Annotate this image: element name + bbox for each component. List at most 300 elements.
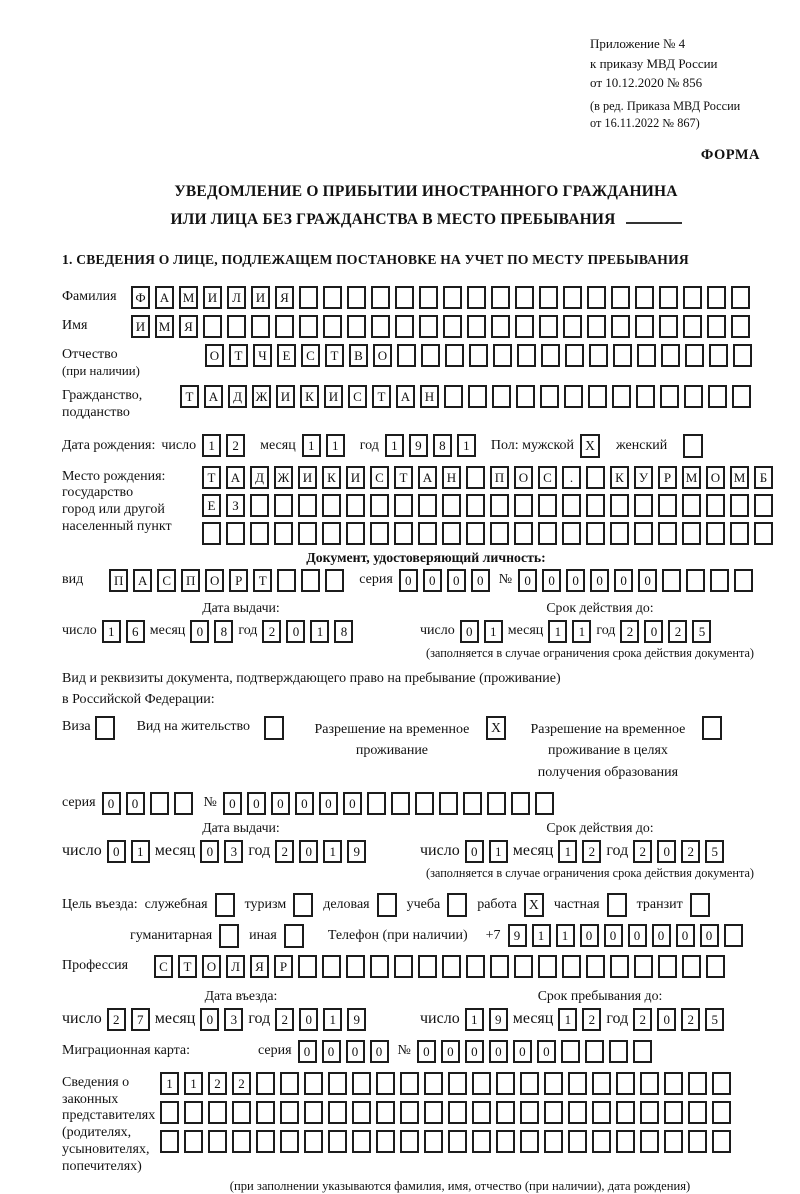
char-cell[interactable] — [443, 286, 462, 309]
char-cell[interactable]: С — [370, 466, 389, 489]
char-cell[interactable]: 0 — [628, 924, 647, 947]
char-cell[interactable]: 9 — [508, 924, 527, 947]
visa-checkbox[interactable] — [95, 716, 115, 740]
char-cell[interactable]: 0 — [513, 1040, 532, 1063]
char-cell[interactable]: С — [154, 955, 173, 978]
char-cell[interactable] — [443, 315, 462, 338]
char-cell[interactable]: О — [373, 344, 392, 367]
char-cell[interactable] — [491, 315, 510, 338]
char-cell[interactable] — [490, 494, 509, 517]
char-cell[interactable] — [467, 315, 486, 338]
char-cell[interactable] — [609, 1040, 628, 1063]
char-cell[interactable] — [347, 286, 366, 309]
char-cell[interactable] — [712, 1101, 731, 1124]
char-cell[interactable]: О — [514, 466, 533, 489]
char-cell[interactable]: 0 — [614, 569, 633, 592]
char-cell[interactable]: 0 — [322, 1040, 341, 1063]
char-cell[interactable] — [301, 569, 320, 592]
char-cell[interactable]: Д — [250, 466, 269, 489]
char-cell[interactable]: 1 — [102, 620, 121, 643]
char-cell[interactable]: 0 — [190, 620, 209, 643]
char-cell[interactable] — [562, 494, 581, 517]
char-cell[interactable]: И — [298, 466, 317, 489]
char-cell[interactable] — [683, 315, 702, 338]
char-cell[interactable] — [706, 522, 725, 545]
char-cell[interactable] — [544, 1101, 563, 1124]
char-cell[interactable] — [707, 286, 726, 309]
char-cell[interactable]: 1 — [323, 1008, 342, 1031]
char-cell[interactable]: 2 — [226, 434, 245, 457]
char-cell[interactable] — [544, 1130, 563, 1153]
char-cell[interactable] — [421, 344, 440, 367]
char-cell[interactable] — [394, 494, 413, 517]
char-cell[interactable]: Т — [202, 466, 221, 489]
char-cell[interactable] — [424, 1101, 443, 1124]
char-cell[interactable] — [346, 955, 365, 978]
char-cell[interactable]: 1 — [326, 434, 345, 457]
char-cell[interactable]: 0 — [441, 1040, 460, 1063]
char-cell[interactable] — [298, 494, 317, 517]
char-cell[interactable]: 1 — [556, 924, 575, 947]
char-cell[interactable] — [299, 315, 318, 338]
purpose-private-checkbox[interactable] — [607, 893, 627, 917]
char-cell[interactable] — [754, 522, 773, 545]
char-cell[interactable] — [304, 1101, 323, 1124]
char-cell[interactable]: 8 — [214, 620, 233, 643]
char-cell[interactable]: 0 — [638, 569, 657, 592]
char-cell[interactable]: П — [490, 466, 509, 489]
purpose-work-checkbox[interactable]: X — [524, 893, 544, 917]
char-cell[interactable]: 1 — [202, 434, 221, 457]
char-cell[interactable]: Р — [274, 955, 293, 978]
char-cell[interactable]: 2 — [275, 1008, 294, 1031]
char-cell[interactable] — [496, 1072, 515, 1095]
char-cell[interactable] — [463, 792, 482, 815]
char-cell[interactable] — [202, 522, 221, 545]
char-cell[interactable] — [493, 344, 512, 367]
char-cell[interactable] — [682, 522, 701, 545]
char-cell[interactable] — [472, 1101, 491, 1124]
char-cell[interactable]: Т — [394, 466, 413, 489]
char-cell[interactable]: 1 — [489, 840, 508, 863]
char-cell[interactable] — [466, 522, 485, 545]
char-cell[interactable] — [275, 315, 294, 338]
char-cell[interactable]: И — [324, 385, 343, 408]
char-cell[interactable] — [640, 1130, 659, 1153]
char-cell[interactable]: И — [346, 466, 365, 489]
char-cell[interactable] — [469, 344, 488, 367]
char-cell[interactable] — [568, 1130, 587, 1153]
char-cell[interactable] — [515, 286, 534, 309]
char-cell[interactable]: 1 — [532, 924, 551, 947]
char-cell[interactable]: 0 — [465, 1040, 484, 1063]
char-cell[interactable] — [664, 1130, 683, 1153]
char-cell[interactable] — [232, 1101, 251, 1124]
char-cell[interactable] — [730, 522, 749, 545]
char-cell[interactable] — [592, 1130, 611, 1153]
char-cell[interactable]: А — [396, 385, 415, 408]
gender-female-checkbox[interactable] — [683, 434, 703, 458]
char-cell[interactable] — [535, 792, 554, 815]
char-cell[interactable]: 0 — [286, 620, 305, 643]
char-cell[interactable]: 1 — [548, 620, 567, 643]
char-cell[interactable] — [688, 1130, 707, 1153]
char-cell[interactable] — [538, 522, 557, 545]
char-cell[interactable]: 1 — [484, 620, 503, 643]
char-cell[interactable] — [539, 315, 558, 338]
char-cell[interactable] — [635, 286, 654, 309]
char-cell[interactable]: 1 — [572, 620, 591, 643]
char-cell[interactable]: Т — [178, 955, 197, 978]
char-cell[interactable] — [184, 1130, 203, 1153]
char-cell[interactable] — [661, 344, 680, 367]
char-cell[interactable] — [587, 286, 606, 309]
char-cell[interactable] — [710, 569, 729, 592]
char-cell[interactable] — [227, 315, 246, 338]
char-cell[interactable] — [424, 1072, 443, 1095]
char-cell[interactable]: Т — [372, 385, 391, 408]
char-cell[interactable]: 0 — [537, 1040, 556, 1063]
char-cell[interactable] — [328, 1130, 347, 1153]
char-cell[interactable] — [298, 522, 317, 545]
char-cell[interactable] — [418, 522, 437, 545]
char-cell[interactable]: А — [418, 466, 437, 489]
char-cell[interactable]: . — [562, 466, 581, 489]
char-cell[interactable] — [544, 1072, 563, 1095]
char-cell[interactable]: О — [205, 344, 224, 367]
char-cell[interactable]: 2 — [582, 1008, 601, 1031]
char-cell[interactable]: И — [131, 315, 150, 338]
char-cell[interactable] — [352, 1072, 371, 1095]
char-cell[interactable] — [514, 494, 533, 517]
char-cell[interactable]: О — [202, 955, 221, 978]
char-cell[interactable]: 0 — [447, 569, 466, 592]
char-cell[interactable] — [734, 569, 753, 592]
char-cell[interactable]: 3 — [224, 1008, 243, 1031]
gender-male-checkbox[interactable]: X — [580, 434, 600, 458]
char-cell[interactable]: 2 — [275, 840, 294, 863]
char-cell[interactable] — [539, 286, 558, 309]
char-cell[interactable] — [376, 1101, 395, 1124]
char-cell[interactable]: П — [181, 569, 200, 592]
char-cell[interactable]: 0 — [590, 569, 609, 592]
char-cell[interactable] — [203, 315, 222, 338]
char-cell[interactable]: И — [203, 286, 222, 309]
char-cell[interactable] — [472, 1130, 491, 1153]
char-cell[interactable] — [707, 315, 726, 338]
char-cell[interactable]: 1 — [558, 840, 577, 863]
char-cell[interactable]: 0 — [319, 792, 338, 815]
char-cell[interactable]: 7 — [131, 1008, 150, 1031]
char-cell[interactable]: З — [226, 494, 245, 517]
char-cell[interactable]: Р — [658, 466, 677, 489]
char-cell[interactable] — [568, 1072, 587, 1095]
char-cell[interactable] — [658, 522, 677, 545]
char-cell[interactable] — [731, 315, 750, 338]
char-cell[interactable] — [634, 955, 653, 978]
char-cell[interactable] — [323, 286, 342, 309]
char-cell[interactable] — [496, 1101, 515, 1124]
char-cell[interactable] — [660, 385, 679, 408]
char-cell[interactable] — [616, 1072, 635, 1095]
char-cell[interactable] — [424, 1130, 443, 1153]
char-cell[interactable] — [562, 955, 581, 978]
char-cell[interactable]: 0 — [417, 1040, 436, 1063]
char-cell[interactable] — [367, 792, 386, 815]
char-cell[interactable] — [299, 286, 318, 309]
char-cell[interactable] — [466, 955, 485, 978]
char-cell[interactable] — [419, 286, 438, 309]
char-cell[interactable] — [400, 1101, 419, 1124]
char-cell[interactable] — [445, 344, 464, 367]
char-cell[interactable]: 9 — [489, 1008, 508, 1031]
char-cell[interactable] — [208, 1130, 227, 1153]
char-cell[interactable]: Ф — [131, 286, 150, 309]
char-cell[interactable]: 0 — [489, 1040, 508, 1063]
char-cell[interactable]: 0 — [604, 924, 623, 947]
char-cell[interactable]: М — [682, 466, 701, 489]
char-cell[interactable] — [610, 522, 629, 545]
char-cell[interactable] — [490, 955, 509, 978]
char-cell[interactable]: У — [634, 466, 653, 489]
char-cell[interactable] — [448, 1072, 467, 1095]
char-cell[interactable] — [370, 494, 389, 517]
char-cell[interactable] — [612, 385, 631, 408]
char-cell[interactable] — [635, 315, 654, 338]
char-cell[interactable] — [274, 494, 293, 517]
char-cell[interactable]: Е — [202, 494, 221, 517]
char-cell[interactable]: Р — [229, 569, 248, 592]
char-cell[interactable]: Я — [275, 286, 294, 309]
char-cell[interactable] — [517, 344, 536, 367]
char-cell[interactable]: 0 — [200, 1008, 219, 1031]
char-cell[interactable]: С — [301, 344, 320, 367]
char-cell[interactable] — [616, 1101, 635, 1124]
char-cell[interactable] — [659, 286, 678, 309]
char-cell[interactable]: К — [300, 385, 319, 408]
char-cell[interactable] — [610, 494, 629, 517]
char-cell[interactable] — [491, 286, 510, 309]
char-cell[interactable]: 0 — [370, 1040, 389, 1063]
char-cell[interactable] — [160, 1101, 179, 1124]
char-cell[interactable]: 5 — [692, 620, 711, 643]
char-cell[interactable] — [731, 286, 750, 309]
char-cell[interactable] — [322, 955, 341, 978]
char-cell[interactable] — [352, 1130, 371, 1153]
char-cell[interactable]: 1 — [457, 434, 476, 457]
char-cell[interactable] — [682, 494, 701, 517]
residence-permit-checkbox[interactable] — [264, 716, 284, 740]
char-cell[interactable]: Я — [250, 955, 269, 978]
char-cell[interactable] — [174, 792, 193, 815]
char-cell[interactable] — [511, 792, 530, 815]
char-cell[interactable] — [562, 522, 581, 545]
char-cell[interactable] — [370, 955, 389, 978]
char-cell[interactable] — [541, 344, 560, 367]
char-cell[interactable] — [586, 522, 605, 545]
char-cell[interactable]: 0 — [299, 1008, 318, 1031]
char-cell[interactable]: 0 — [657, 840, 676, 863]
char-cell[interactable] — [391, 792, 410, 815]
char-cell[interactable] — [538, 494, 557, 517]
char-cell[interactable] — [538, 955, 557, 978]
char-cell[interactable]: 1 — [184, 1072, 203, 1095]
char-cell[interactable] — [585, 1040, 604, 1063]
char-cell[interactable] — [371, 286, 390, 309]
char-cell[interactable] — [516, 385, 535, 408]
char-cell[interactable] — [563, 286, 582, 309]
char-cell[interactable] — [395, 286, 414, 309]
char-cell[interactable] — [634, 522, 653, 545]
char-cell[interactable] — [280, 1072, 299, 1095]
char-cell[interactable] — [226, 522, 245, 545]
char-cell[interactable] — [514, 955, 533, 978]
char-cell[interactable] — [394, 522, 413, 545]
char-cell[interactable]: 0 — [465, 840, 484, 863]
char-cell[interactable] — [659, 315, 678, 338]
char-cell[interactable]: 1 — [385, 434, 404, 457]
char-cell[interactable]: П — [109, 569, 128, 592]
char-cell[interactable] — [376, 1130, 395, 1153]
char-cell[interactable]: М — [179, 286, 198, 309]
char-cell[interactable] — [487, 792, 506, 815]
char-cell[interactable]: 0 — [700, 924, 719, 947]
char-cell[interactable]: Б — [754, 466, 773, 489]
char-cell[interactable] — [468, 385, 487, 408]
char-cell[interactable] — [466, 466, 485, 489]
char-cell[interactable]: 1 — [323, 840, 342, 863]
char-cell[interactable] — [250, 494, 269, 517]
char-cell[interactable] — [304, 1130, 323, 1153]
char-cell[interactable] — [540, 385, 559, 408]
char-cell[interactable] — [611, 286, 630, 309]
char-cell[interactable]: 3 — [224, 840, 243, 863]
char-cell[interactable]: Т — [180, 385, 199, 408]
char-cell[interactable]: 0 — [423, 569, 442, 592]
char-cell[interactable] — [658, 955, 677, 978]
char-cell[interactable] — [325, 569, 344, 592]
char-cell[interactable] — [442, 522, 461, 545]
char-cell[interactable] — [636, 385, 655, 408]
char-cell[interactable]: А — [226, 466, 245, 489]
char-cell[interactable] — [664, 1101, 683, 1124]
char-cell[interactable] — [564, 385, 583, 408]
char-cell[interactable] — [662, 569, 681, 592]
purpose-tourism-checkbox[interactable] — [293, 893, 313, 917]
char-cell[interactable]: Ж — [252, 385, 271, 408]
char-cell[interactable]: 1 — [160, 1072, 179, 1095]
temp-residence-education-checkbox[interactable] — [702, 716, 722, 740]
char-cell[interactable] — [251, 315, 270, 338]
char-cell[interactable] — [346, 522, 365, 545]
char-cell[interactable] — [323, 315, 342, 338]
char-cell[interactable] — [400, 1130, 419, 1153]
char-cell[interactable] — [490, 522, 509, 545]
char-cell[interactable]: А — [133, 569, 152, 592]
char-cell[interactable]: 0 — [644, 620, 663, 643]
char-cell[interactable] — [633, 1040, 652, 1063]
char-cell[interactable] — [586, 466, 605, 489]
char-cell[interactable] — [250, 522, 269, 545]
char-cell[interactable] — [588, 385, 607, 408]
char-cell[interactable] — [586, 955, 605, 978]
char-cell[interactable]: Л — [227, 286, 246, 309]
char-cell[interactable]: 0 — [247, 792, 266, 815]
char-cell[interactable]: М — [155, 315, 174, 338]
char-cell[interactable]: 2 — [208, 1072, 227, 1095]
char-cell[interactable]: 0 — [223, 792, 242, 815]
char-cell[interactable]: 8 — [433, 434, 452, 457]
char-cell[interactable] — [467, 286, 486, 309]
char-cell[interactable] — [256, 1130, 275, 1153]
char-cell[interactable] — [466, 494, 485, 517]
char-cell[interactable] — [280, 1101, 299, 1124]
char-cell[interactable]: Ж — [274, 466, 293, 489]
char-cell[interactable] — [592, 1101, 611, 1124]
char-cell[interactable]: 2 — [107, 1008, 126, 1031]
char-cell[interactable] — [322, 522, 341, 545]
char-cell[interactable]: 0 — [126, 792, 145, 815]
char-cell[interactable]: 2 — [620, 620, 639, 643]
char-cell[interactable]: Ч — [253, 344, 272, 367]
char-cell[interactable] — [346, 494, 365, 517]
char-cell[interactable] — [418, 955, 437, 978]
char-cell[interactable] — [616, 1130, 635, 1153]
char-cell[interactable]: 1 — [465, 1008, 484, 1031]
char-cell[interactable] — [150, 792, 169, 815]
char-cell[interactable] — [492, 385, 511, 408]
char-cell[interactable]: 1 — [558, 1008, 577, 1031]
char-cell[interactable]: 0 — [102, 792, 121, 815]
char-cell[interactable]: 2 — [633, 1008, 652, 1031]
char-cell[interactable] — [684, 385, 703, 408]
char-cell[interactable]: 0 — [107, 840, 126, 863]
char-cell[interactable] — [708, 385, 727, 408]
purpose-humanitarian-checkbox[interactable] — [219, 924, 239, 948]
char-cell[interactable]: 0 — [399, 569, 418, 592]
char-cell[interactable] — [610, 955, 629, 978]
char-cell[interactable] — [520, 1101, 539, 1124]
char-cell[interactable] — [520, 1130, 539, 1153]
char-cell[interactable]: 0 — [299, 840, 318, 863]
char-cell[interactable] — [322, 494, 341, 517]
char-cell[interactable] — [184, 1101, 203, 1124]
char-cell[interactable] — [664, 1072, 683, 1095]
char-cell[interactable] — [733, 344, 752, 367]
char-cell[interactable]: И — [251, 286, 270, 309]
char-cell[interactable] — [274, 522, 293, 545]
char-cell[interactable]: 6 — [126, 620, 145, 643]
char-cell[interactable] — [688, 1072, 707, 1095]
char-cell[interactable] — [568, 1101, 587, 1124]
char-cell[interactable]: 9 — [347, 840, 366, 863]
char-cell[interactable]: О — [205, 569, 224, 592]
char-cell[interactable] — [515, 315, 534, 338]
char-cell[interactable] — [640, 1101, 659, 1124]
char-cell[interactable]: 5 — [705, 840, 724, 863]
char-cell[interactable] — [683, 286, 702, 309]
char-cell[interactable]: А — [155, 286, 174, 309]
char-cell[interactable]: М — [730, 466, 749, 489]
char-cell[interactable] — [256, 1101, 275, 1124]
char-cell[interactable]: 9 — [347, 1008, 366, 1031]
char-cell[interactable]: 1 — [310, 620, 329, 643]
char-cell[interactable]: О — [706, 466, 725, 489]
purpose-study-checkbox[interactable] — [447, 893, 467, 917]
char-cell[interactable]: Н — [442, 466, 461, 489]
char-cell[interactable]: Л — [226, 955, 245, 978]
char-cell[interactable] — [232, 1130, 251, 1153]
